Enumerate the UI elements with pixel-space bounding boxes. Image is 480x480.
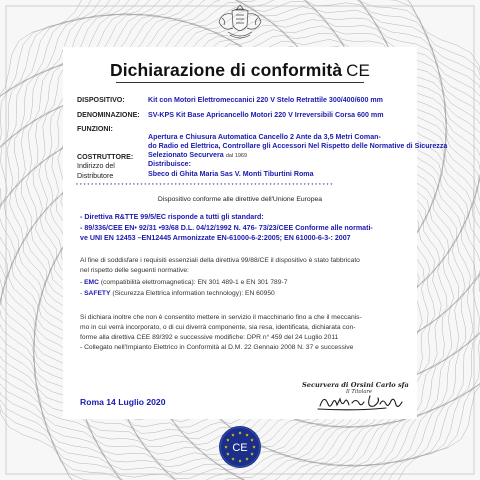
directive-line-3: ve UNI EN 12453 –EN12445 Armonizzate EN-61000-6-2:2005; EN 61000-6-3-: 2007 xyxy=(80,234,351,242)
distribuisce-label: Distribuisce: xyxy=(148,160,191,168)
funzioni-line-2: do Radio ed Elettrica, Controllare gli Accessori Nel Rispetto delle Normative di Sicurezza xyxy=(148,142,448,150)
denominazione-value: SV-KPS Kit Base Apricancello Motori 220 V Irreversibili Corsa 600 mm xyxy=(148,111,384,119)
dispositivo-value: Kit con Motori Elettromeccanici 220 V Stelo Retrattile 300/400/600 mm xyxy=(148,96,383,104)
page-title xyxy=(0,60,480,81)
badge-star-icon: ★ xyxy=(237,430,243,436)
badge-star-icon: ★ xyxy=(244,456,250,462)
purpose-line-2: nel rispetto delle seguenti normative: xyxy=(80,267,189,274)
declaration-line-1: Si dichiara inoltre che non è consentito mettere in servizio il macchinario fino a che il meccanis- xyxy=(80,314,362,321)
declaration-line-2: mo in cui verrà incorporato, o di cui diverrà componente, sia resa, identificata, dichiarata con- xyxy=(80,324,356,331)
badge-star-icon: ★ xyxy=(230,456,236,462)
eu-ce-badge xyxy=(218,425,262,469)
badge-star-icon: ★ xyxy=(250,437,255,443)
crest-emblem-icon xyxy=(214,2,266,42)
badge-star-icon: ★ xyxy=(237,458,243,464)
issue-date: Roma 14 Luglio 2020 xyxy=(80,397,166,407)
declaration-line-3: forme alla direttiva CEE 89/392 e successive modifiche: DPR n° 459 del 24 Luglio 2011 xyxy=(80,334,339,341)
badge-star-icon: ★ xyxy=(250,451,255,457)
costruttore-label: COSTRUTTORE: xyxy=(77,153,134,161)
indirizzo-label-2: Distributore xyxy=(77,172,114,180)
badge-star-icon: ★ xyxy=(225,451,230,457)
safety-label: SAFETY xyxy=(84,290,111,297)
badge-star-icon: ★ xyxy=(244,432,250,438)
funzioni-label: FUNZIONI: xyxy=(77,125,113,133)
badge-star-icon: ★ xyxy=(225,437,230,443)
emc-text: (compatibilità elettromagnetica): EN 301 489-1 e EN 301 789-7 xyxy=(98,279,288,286)
emc-label: EMC xyxy=(84,279,99,286)
badge-star-icon: ★ xyxy=(223,444,229,450)
denominazione-label: DENOMINAZIONE: xyxy=(77,111,140,119)
declaration-line-4: - Collegato nell'Impianto Elettrico in Conformità al D.M. 22 Gennaio 2008 N. 37 e successive xyxy=(80,344,354,351)
safety-text: (Sicurezza Elettrica information technology): EN 60950 xyxy=(110,290,275,297)
safety-line: - SAFETY (Sicurezza Elettrica information technology): EN 60950 xyxy=(80,290,275,297)
star-divider: ******************************************************************** xyxy=(76,183,335,189)
handwritten-signature-icon xyxy=(316,390,406,412)
signature-role: Il Titolare xyxy=(346,389,372,395)
title-underline xyxy=(116,82,364,83)
emc-line: - EMC (compatibilità elettromagnetica): EN 301 489-1 e EN 301 789-7 xyxy=(80,279,288,286)
dispositivo-label: DISPOSITIVO: xyxy=(77,96,125,104)
title-ce-mark: CE xyxy=(346,61,370,80)
signature-company: Securvera di Orsini Carlo sfa xyxy=(302,381,409,389)
conform-heading: Dispositivo conforme alle direttive dell'Unione Europea xyxy=(157,196,323,203)
title-text: Dichiarazione di conformità xyxy=(109,60,343,80)
purpose-line-1: Al fine di soddisfare i requisiti essenziali della direttiva 99/88/CE il dispositivo è stato fabbricato xyxy=(80,257,360,264)
badge-star-icon: ★ xyxy=(230,432,236,438)
badge-star-icon: ★ xyxy=(251,444,257,450)
funzioni-line-1: Apertura e Chiusura Automatica Cancello 2 Ante da 3,5 Metri Coman- xyxy=(148,133,381,141)
costruttore-name: Selezionato Securvera xyxy=(148,151,224,159)
directive-line-1: - Direttiva R&TTE 99/5/EC risponde a tutti gli standard: xyxy=(80,213,264,221)
directive-line-2: - 89/336/CEE EN• 92/31 •93/68 D.L. 04/12/1992 N. 476- 73/23/CEE Conforme alle normati- xyxy=(80,224,373,232)
distributore-value: Sbeco di Ghita Maria Sas V. Monti Tiburtini Roma xyxy=(148,170,314,178)
costruttore-since: dal 1969 xyxy=(225,153,248,159)
indirizzo-label-1: Indirizzo del xyxy=(77,162,115,170)
badge-ce-text: CE xyxy=(232,442,248,454)
